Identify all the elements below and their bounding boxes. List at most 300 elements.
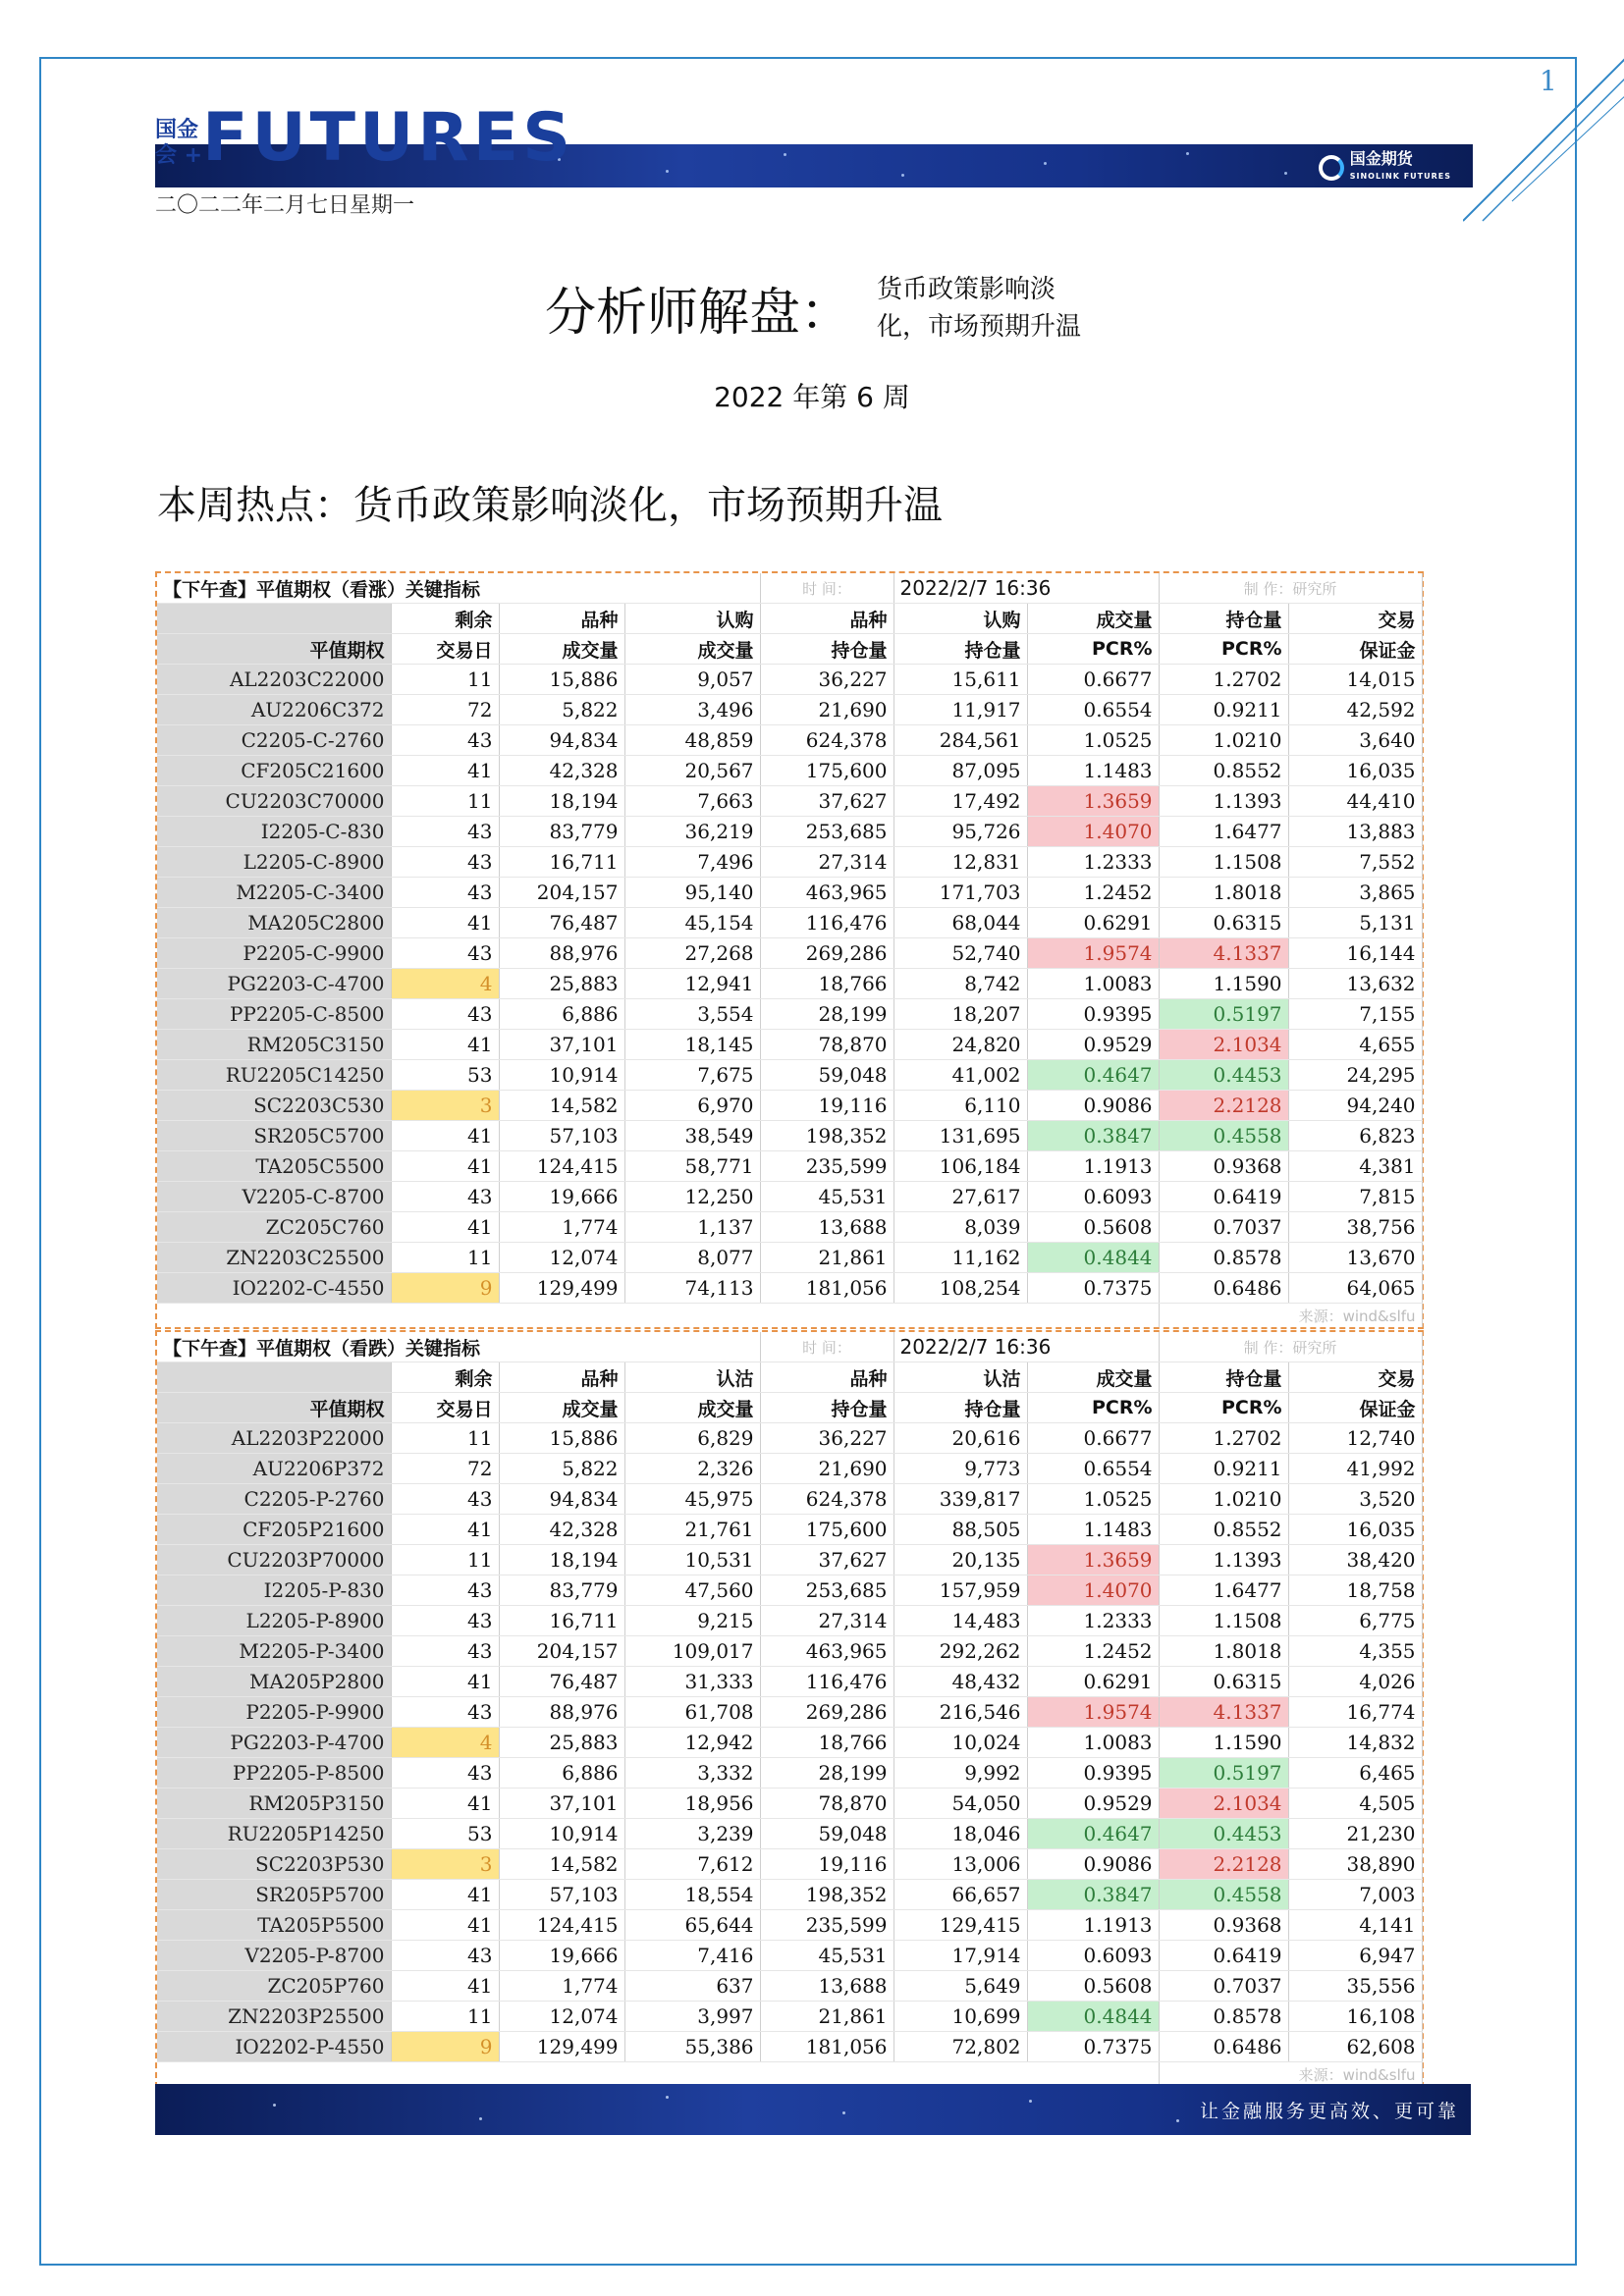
table-row [157,878,1422,908]
data-cell: 11 [391,1545,499,1575]
data-cell: 0.5608 [1027,1212,1159,1243]
data-cell: 41 [391,1151,499,1182]
option-name-cell: I2205-P-830 [157,1575,391,1606]
option-name-cell: TA205C5500 [157,1151,391,1182]
data-cell: 8,039 [893,1212,1027,1243]
data-cell: 0.4453 [1159,1819,1288,1849]
data-cell: 0.9368 [1159,1910,1288,1941]
table-caption: 【下午查】平值期权（看跌）关键指标 [157,1332,760,1362]
option-name-cell: RU2205C14250 [157,1060,391,1091]
data-cell: 12,074 [499,1243,624,1273]
option-name-cell: RM205C3150 [157,1030,391,1060]
data-cell: 12,740 [1288,1423,1422,1454]
data-cell: 57,103 [499,1880,624,1910]
table-row [157,2032,1422,2062]
data-cell: 8,742 [893,969,1027,999]
table-row [157,695,1422,725]
data-cell: 1.4070 [1027,817,1159,847]
data-cell: 0.5197 [1159,999,1288,1030]
data-cell: 52,740 [893,938,1027,969]
data-cell: 41 [391,1880,499,1910]
data-cell: 21,690 [760,1454,893,1484]
data-cell: 0.9529 [1027,1030,1159,1060]
data-cell: 1.0210 [1159,1484,1288,1515]
data-cell: 1.1483 [1027,1515,1159,1545]
data-cell: 43 [391,725,499,756]
data-cell: 43 [391,938,499,969]
data-cell: 21,690 [760,695,893,725]
data-cell: 18,207 [893,999,1027,1030]
data-cell: 3 [391,1091,499,1121]
data-cell: 12,250 [624,1182,760,1212]
data-cell: 78,870 [760,1030,893,1060]
table-row [157,1728,1422,1758]
header-cell: 成交量 [499,634,624,665]
data-cell: 0.7037 [1159,1212,1288,1243]
data-cell: 41 [391,756,499,786]
data-cell: 0.6677 [1027,665,1159,695]
maker-label: 制 作：研究所 [1159,1332,1422,1362]
data-cell: 38,890 [1288,1849,1422,1880]
data-cell: 2.2128 [1159,1091,1288,1121]
data-cell: 339,817 [893,1484,1027,1515]
data-cell: 41 [391,1789,499,1819]
data-cell: 1.0525 [1027,1484,1159,1515]
data-cell: 43 [391,1484,499,1515]
data-cell: 78,870 [760,1789,893,1819]
data-cell: 87,095 [893,756,1027,786]
data-cell: 16,108 [1288,2002,1422,2032]
data-cell: 108,254 [893,1273,1027,1304]
data-cell: 0.5197 [1159,1758,1288,1789]
data-cell: 1,774 [499,1971,624,2002]
table-row [157,1423,1422,1454]
data-cell: 94,240 [1288,1091,1422,1121]
data-cell: 20,135 [893,1545,1027,1575]
data-cell: 6,947 [1288,1941,1422,1971]
data-cell: 18,046 [893,1819,1027,1849]
data-cell: 198,352 [760,1121,893,1151]
data-cell: 4,505 [1288,1789,1422,1819]
data-cell: 7,416 [624,1941,760,1971]
data-cell: 16,035 [1288,756,1422,786]
data-cell: 1.1590 [1159,969,1288,999]
data-cell: 4,355 [1288,1636,1422,1667]
data-cell: 25,883 [499,969,624,999]
data-cell: 76,487 [499,908,624,938]
data-cell: 37,627 [760,786,893,817]
data-cell: 7,815 [1288,1182,1422,1212]
data-cell: 45,154 [624,908,760,938]
option-name-cell: ZN2203C25500 [157,1243,391,1273]
data-cell: 4,655 [1288,1030,1422,1060]
data-cell: 28,199 [760,1758,893,1789]
option-name-cell: SR205P5700 [157,1880,391,1910]
data-cell: 1.2333 [1027,1606,1159,1636]
hot-topic-heading: 本周热点：货币政策影响淡化，市场预期升温 [157,483,943,528]
table-row [157,1091,1422,1121]
table-row [157,1454,1422,1484]
table-row [157,786,1422,817]
data-cell: 0.4844 [1027,2002,1159,2032]
week-label: 2022 年第 6 周 [714,381,910,413]
table-row [157,1575,1422,1606]
data-cell: 10,699 [893,2002,1027,2032]
table-row [157,665,1422,695]
data-cell: 24,820 [893,1030,1027,1060]
data-cell: 106,184 [893,1151,1027,1182]
data-cell: 16,711 [499,1606,624,1636]
data-cell: 204,157 [499,878,624,908]
time-label: 时 间： [760,573,893,604]
data-cell: 43 [391,1606,499,1636]
data-cell: 43 [391,1182,499,1212]
data-cell: 5,131 [1288,908,1422,938]
table-row [157,1697,1422,1728]
data-cell: 284,561 [893,725,1027,756]
data-cell: 1,137 [624,1212,760,1243]
data-cell: 9 [391,1273,499,1304]
time-value: 2022/2/7 16:36 [893,1332,1159,1362]
data-cell: 59,048 [760,1819,893,1849]
data-cell: 13,688 [760,1971,893,2002]
data-cell: 0.6677 [1027,1423,1159,1454]
data-cell: 15,611 [893,665,1027,695]
data-cell: 10,531 [624,1545,760,1575]
data-cell: 13,632 [1288,969,1422,999]
data-cell: 0.7375 [1027,1273,1159,1304]
data-cell: 0.4844 [1027,1243,1159,1273]
data-cell: 1.9574 [1027,938,1159,969]
data-cell: 31,333 [624,1667,760,1697]
data-cell: 42,592 [1288,695,1422,725]
header-cell: 认沽 [624,1362,760,1393]
data-cell: 20,616 [893,1423,1027,1454]
data-cell: 88,976 [499,938,624,969]
table-row [157,1182,1422,1212]
data-cell: 0.9529 [1027,1789,1159,1819]
table-row [157,1273,1422,1304]
option-name-cell: M2205-C-3400 [157,878,391,908]
data-cell: 1.2702 [1159,665,1288,695]
data-cell: 0.3847 [1027,1880,1159,1910]
data-cell: 35,556 [1288,1971,1422,2002]
table-caption: 【下午查】平值期权（看涨）关键指标 [157,573,760,604]
data-cell: 0.4558 [1159,1880,1288,1910]
data-cell: 1.6477 [1159,1575,1288,1606]
data-cell: 0.4558 [1159,1121,1288,1151]
data-cell: 269,286 [760,938,893,969]
data-cell: 18,956 [624,1789,760,1819]
data-cell: 18,758 [1288,1575,1422,1606]
data-cell: 5,822 [499,1454,624,1484]
data-cell: 157,959 [893,1575,1027,1606]
data-cell: 7,663 [624,786,760,817]
report-date: 二〇二二年二月七日星期一 [155,193,415,218]
data-cell: 45,975 [624,1484,760,1515]
option-name-cell: P2205-C-9900 [157,938,391,969]
data-cell: 42,328 [499,1515,624,1545]
data-cell: 1.3659 [1027,786,1159,817]
logo-cn [155,118,202,169]
header-cell: 保证金 [1288,1393,1422,1423]
header-cell: 平值期权 [157,634,391,665]
data-cell: 1.6477 [1159,817,1288,847]
header-cell: 认购 [624,604,760,634]
header-cell: 认沽 [893,1362,1027,1393]
option-name-cell: PP2205-C-8500 [157,999,391,1030]
data-cell: 269,286 [760,1697,893,1728]
header-cell: 交易日 [391,1393,499,1423]
data-cell: 0.4647 [1027,1819,1159,1849]
data-cell: 3,332 [624,1758,760,1789]
data-cell: 11 [391,2002,499,2032]
brand-en: SINOLINK FUTURES [1349,172,1451,181]
data-cell: 0.6315 [1159,908,1288,938]
data-cell: 624,378 [760,1484,893,1515]
option-name-cell: ZC205P760 [157,1971,391,2002]
data-cell: 27,268 [624,938,760,969]
data-cell: 21,761 [624,1515,760,1545]
data-cell: 4.1337 [1159,1697,1288,1728]
data-cell: 57,103 [499,1121,624,1151]
data-cell: 5,822 [499,695,624,725]
data-cell: 12,831 [893,847,1027,878]
header-cell: 交易 [1288,1362,1422,1393]
data-cell: 624,378 [760,725,893,756]
data-cell: 0.8578 [1159,2002,1288,2032]
data-cell: 1.0083 [1027,969,1159,999]
data-cell: 37,101 [499,1789,624,1819]
data-cell: 1.1590 [1159,1728,1288,1758]
data-cell: 0.9086 [1027,1849,1159,1880]
data-cell: 18,194 [499,1545,624,1575]
table-row [157,1849,1422,1880]
brand-circle-icon [1319,155,1344,181]
table-row [157,817,1422,847]
table-caption-row [157,573,1422,604]
option-name-cell: TA205P5500 [157,1910,391,1941]
data-cell: 55,386 [624,2032,760,2062]
header-cell: 持仓量 [893,634,1027,665]
table-row [157,725,1422,756]
option-name-cell: I2205-C-830 [157,817,391,847]
data-cell: 2.2128 [1159,1849,1288,1880]
data-cell: 109,017 [624,1636,760,1667]
table-row [157,1545,1422,1575]
data-cell: 41 [391,1121,499,1151]
data-cell: 95,140 [624,878,760,908]
data-cell: 18,145 [624,1030,760,1060]
header-cell: 品种 [760,604,893,634]
data-cell: 0.3847 [1027,1121,1159,1151]
table-row [157,969,1422,999]
header-cell: 交易 [1288,604,1422,634]
data-cell: 463,965 [760,1636,893,1667]
header-cell: 平值期权 [157,1393,391,1423]
data-cell: 0.9086 [1027,1091,1159,1121]
blank-cell [157,2062,1159,2087]
data-cell: 44,410 [1288,786,1422,817]
data-cell: 204,157 [499,1636,624,1667]
data-cell: 16,774 [1288,1697,1422,1728]
data-cell: 27,314 [760,1606,893,1636]
header-cell: 剩余 [391,1362,499,1393]
data-cell: 3,865 [1288,878,1422,908]
data-cell: 41,992 [1288,1454,1422,1484]
data-cell: 72 [391,1454,499,1484]
table-row [157,1151,1422,1182]
data-cell: 18,554 [624,1880,760,1910]
data-cell: 0.9395 [1027,1758,1159,1789]
option-name-cell: PG2203-P-4700 [157,1728,391,1758]
header-cell: 持仓量 [1159,604,1288,634]
table-row [157,938,1422,969]
data-cell: 43 [391,878,499,908]
data-cell: 43 [391,1575,499,1606]
data-cell: 94,834 [499,725,624,756]
data-cell: 116,476 [760,1667,893,1697]
data-cell: 27,617 [893,1182,1027,1212]
logo-cn-line2: 会 + [155,143,203,168]
data-cell: 64,065 [1288,1273,1422,1304]
data-cell: 19,116 [760,1849,893,1880]
data-cell: 36,219 [624,817,760,847]
table-row [157,847,1422,878]
table-row [157,999,1422,1030]
data-cell: 0.6291 [1027,1667,1159,1697]
data-cell: 0.6486 [1159,1273,1288,1304]
header-cell: 剩余 [391,604,499,634]
data-cell: 0.9368 [1159,1151,1288,1182]
source-label: 来源：wind&slfu [1159,2062,1422,2087]
data-cell: 43 [391,1941,499,1971]
header-cell [157,604,391,634]
data-cell: 1.1393 [1159,786,1288,817]
header-cell [157,1362,391,1393]
data-cell: 41 [391,1030,499,1060]
data-cell: 6,886 [499,999,624,1030]
brand-logo [1319,150,1451,186]
option-name-cell: V2205-P-8700 [157,1941,391,1971]
data-cell: 129,499 [499,1273,624,1304]
data-cell: 21,230 [1288,1819,1422,1849]
data-cell: 175,600 [760,1515,893,1545]
data-cell: 129,499 [499,2032,624,2062]
data-cell: 45,531 [760,1182,893,1212]
data-cell: 1.0525 [1027,725,1159,756]
data-cell: 7,552 [1288,847,1422,878]
data-cell: 11 [391,665,499,695]
data-cell: 18,194 [499,786,624,817]
data-cell: 41 [391,1667,499,1697]
option-name-cell: AL2203P22000 [157,1423,391,1454]
data-cell: 1.2452 [1027,1636,1159,1667]
data-cell: 10,914 [499,1819,624,1849]
data-cell: 7,612 [624,1849,760,1880]
data-cell: 14,582 [499,1091,624,1121]
data-cell: 235,599 [760,1151,893,1182]
data-cell: 2.1034 [1159,1789,1288,1819]
data-cell: 129,415 [893,1910,1027,1941]
header-cell: PCR% [1027,634,1159,665]
data-cell: 45,531 [760,1941,893,1971]
option-name-cell: PP2205-P-8500 [157,1758,391,1789]
option-name-cell: CF205C21600 [157,756,391,786]
data-cell: 0.8552 [1159,1515,1288,1545]
data-cell: 24,295 [1288,1060,1422,1091]
data-cell: 95,726 [893,817,1027,847]
data-cell: 59,048 [760,1060,893,1091]
option-name-cell: SC2203C530 [157,1091,391,1121]
data-cell: 54,050 [893,1789,1027,1819]
header-cell: PCR% [1159,634,1288,665]
call-options-table-wrap [155,571,1424,1329]
data-cell: 11 [391,1243,499,1273]
data-cell: 3 [391,1849,499,1880]
data-cell: 0.6093 [1027,1182,1159,1212]
data-cell: 1.8018 [1159,1636,1288,1667]
data-cell: 14,832 [1288,1728,1422,1758]
put-options-table [157,1332,1423,2086]
data-cell: 11,917 [893,695,1027,725]
option-name-cell: RM205P3150 [157,1789,391,1819]
data-cell: 12,941 [624,969,760,999]
data-cell: 3,640 [1288,725,1422,756]
data-cell: 38,549 [624,1121,760,1151]
data-cell: 9 [391,2032,499,2062]
maker-label: 制 作：研究所 [1159,573,1422,604]
data-cell: 0.6419 [1159,1941,1288,1971]
data-cell: 0.6093 [1027,1941,1159,1971]
data-cell: 18,766 [760,969,893,999]
data-cell: 13,670 [1288,1243,1422,1273]
data-cell: 0.6291 [1027,908,1159,938]
table-row [157,908,1422,938]
data-cell: 27,314 [760,847,893,878]
data-cell: 1.1913 [1027,1910,1159,1941]
table-header-row [157,1393,1422,1423]
table-row [157,1789,1422,1819]
data-cell: 76,487 [499,1667,624,1697]
data-cell: 10,914 [499,1060,624,1091]
blank-cell [157,1304,1159,1328]
table-row [157,1484,1422,1515]
data-cell: 1,774 [499,1212,624,1243]
data-cell: 43 [391,817,499,847]
data-cell: 1.3659 [1027,1545,1159,1575]
data-cell: 37,627 [760,1545,893,1575]
data-cell: 175,600 [760,756,893,786]
data-cell: 42,328 [499,756,624,786]
call-options-table [157,573,1423,1327]
header-cell: 持仓量 [760,1393,893,1423]
data-cell: 3,496 [624,695,760,725]
data-cell: 0.6315 [1159,1667,1288,1697]
option-name-cell: ZN2203P25500 [157,2002,391,2032]
table-row [157,1212,1422,1243]
header-cell: 品种 [499,604,624,634]
data-cell: 0.6486 [1159,2032,1288,2062]
option-name-cell: C2205-C-2760 [157,725,391,756]
data-cell: 3,520 [1288,1484,1422,1515]
data-cell: 43 [391,1636,499,1667]
data-cell: 6,823 [1288,1121,1422,1151]
page-subtitle: 货币政策影响淡化，市场预期升温 [877,275,1082,342]
table-row [157,2002,1422,2032]
header-cell: 认购 [893,604,1027,634]
footer-slogan: 让金融服务更高效、更可靠 [1199,2101,1459,2122]
